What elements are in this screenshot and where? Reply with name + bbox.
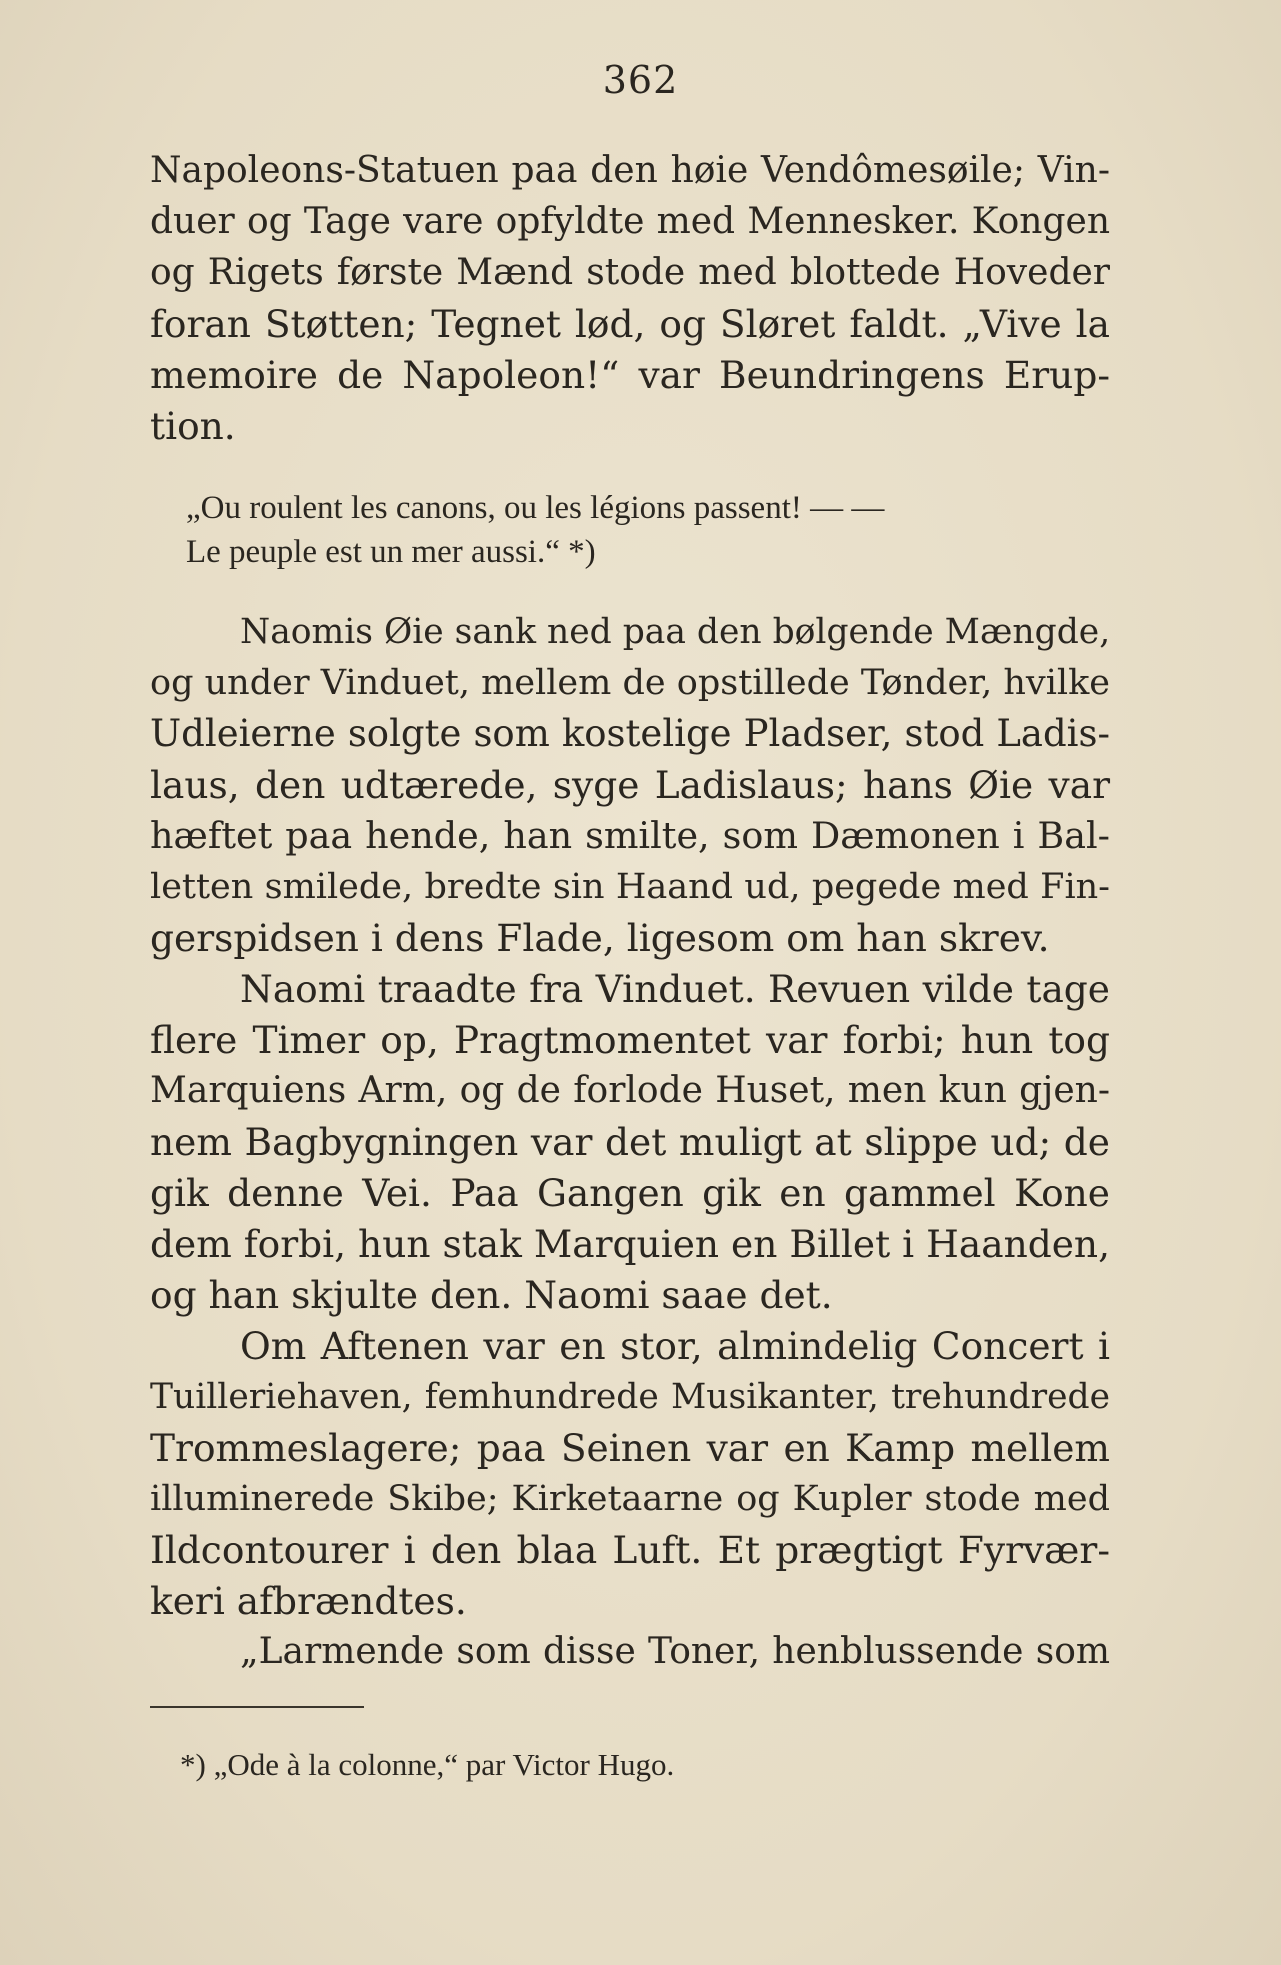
text-line: hæftet paa hende, han smilte, som Dæmonen i Bal-: [150, 814, 1110, 857]
text-line: Napoleons-Statuen paa den høie Vendômesøile; Vin-: [150, 150, 1110, 191]
text-line: tion.: [150, 404, 236, 448]
text-line: Naomi traadte fra Vinduet. Revuen vilde tage: [240, 967, 1110, 1011]
page-number: 362: [602, 58, 679, 102]
quote-line: „Ou roulent les canons, ou les légions passent! — —: [186, 490, 885, 526]
text-line: Tuilleriehaven, femhundrede Musikanter, trehundrede: [150, 1377, 1110, 1417]
text-line: Naomis Øie sank ned paa den bølgende Mængde,: [240, 612, 1111, 652]
text-line: memoire de Napoleon!“ var Beundringens Erup-: [150, 353, 1110, 397]
text-line: Om Aftenen var en stor, almindelig Concert i: [240, 1324, 1110, 1368]
text-line: Trommeslagere; paa Seinen var en Kamp mellem: [150, 1426, 1110, 1470]
text-line: og Rigets første Mænd stode med blottede Hoveder: [150, 252, 1110, 293]
text-line: Udleierne solgte som kostelige Pladser, stod Ladis-: [150, 712, 1110, 755]
text-line: flere Timer op, Pragtmomentet var forbi; hun tog: [150, 1018, 1110, 1062]
text-line: laus, den udtærede, syge Ladislaus; hans Øie var: [150, 763, 1110, 807]
footnote-divider: [150, 1706, 364, 1708]
text-line: dem forbi, hun stak Marquien en Billet i Haanden,: [150, 1222, 1110, 1266]
text-line: Marquiens Arm, og de forlode Huset, men kun gjen-: [150, 1070, 1110, 1111]
text-line: letten smilede, bredte sin Haand ud, pegede med Fin-: [150, 867, 1110, 907]
text-line: illuminerede Skibe; Kirketaarne og Kupler stode med: [150, 1479, 1110, 1519]
text-line: Ildcontourer i den blaa Luft. Et prægtigt Fyrvær-: [150, 1528, 1110, 1572]
text-line: keri afbrændtes.: [150, 1579, 467, 1623]
text-line: gik denne Vei. Paa Gangen gik en gammel Kone: [150, 1171, 1110, 1215]
text-line: gerspidsen i dens Flade, ligesom om han skrev.: [150, 916, 1050, 960]
text-line: og han skjulte den. Naomi saae det.: [150, 1273, 833, 1317]
quote-line: Le peuple est un mer aussi.“ *): [186, 534, 596, 570]
text-line: og under Vinduet, mellem de opstillede Tønder, hvilke: [150, 663, 1110, 703]
footnote: *) „Ode à la colonne,“ par Victor Hugo.: [180, 1747, 675, 1782]
text-line: „Larmende som disse Toner, henblussende som: [240, 1631, 1110, 1672]
text-line: foran Støtten; Tegnet lød, og Sløret faldt. „Vive la: [150, 302, 1110, 346]
text-line: nem Bagbygningen var det muligt at slippe ud; de: [150, 1120, 1110, 1164]
text-line: duer og Tage vare opfyldte med Mennesker. Kongen: [150, 201, 1110, 242]
